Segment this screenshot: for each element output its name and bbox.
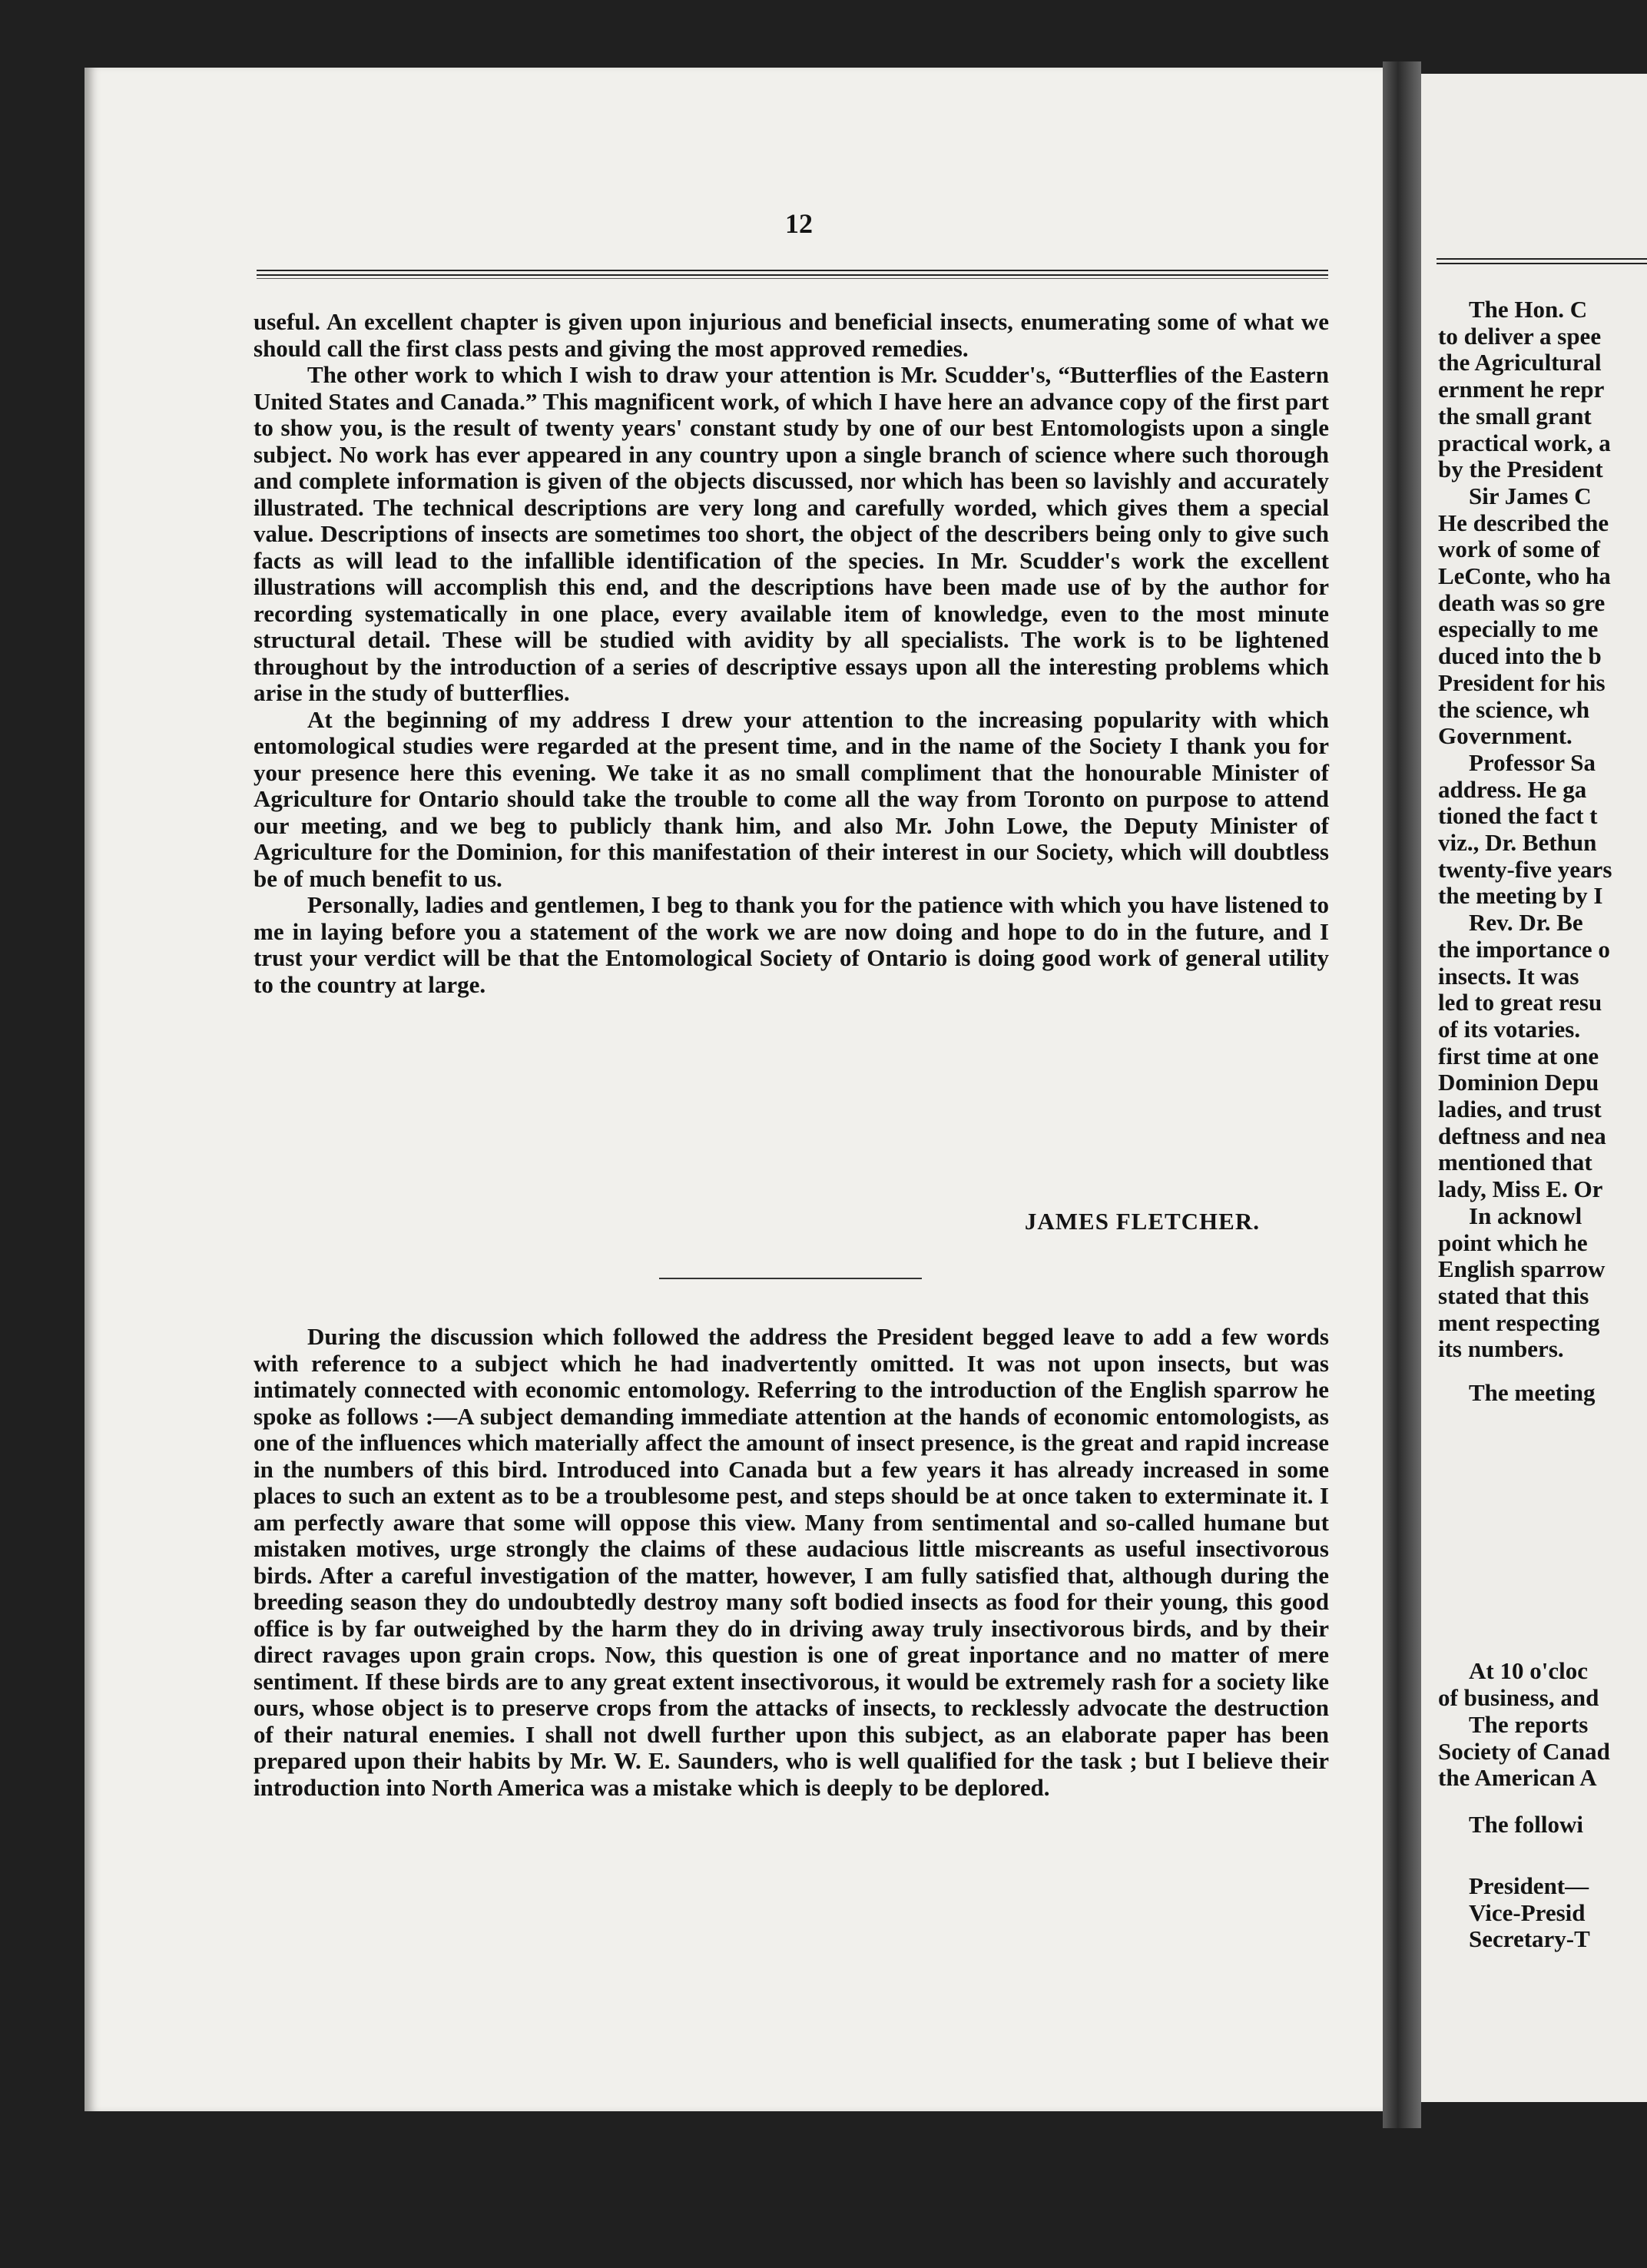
right-page-line: The followi (1469, 1811, 1583, 1838)
right-page-line: The reports (1469, 1711, 1589, 1738)
right-page-line: address. He ga (1438, 775, 1587, 803)
right-page-line: Sir James C (1469, 482, 1592, 509)
right-page-line: lady, Miss E. Or (1438, 1175, 1603, 1203)
right-page-line: deftness and nea (1438, 1122, 1606, 1149)
page-number: 12 (785, 208, 813, 239)
right-page-line: of its votaries. (1438, 1015, 1581, 1043)
right-page-line: ladies, and trust (1438, 1096, 1602, 1122)
right-page-line: English sparrow (1438, 1255, 1606, 1283)
right-page-line: its numbers. (1438, 1335, 1564, 1363)
right-page-line: Society of Canad (1438, 1737, 1610, 1765)
right-page-line: by the President (1438, 456, 1603, 483)
right-page-line: the meeting by I (1438, 882, 1603, 910)
address-text (254, 309, 1329, 998)
right-page-header-rule (1437, 258, 1647, 264)
right-page-line: The Hon. C (1469, 296, 1588, 323)
right-page-line: death was so gre (1438, 589, 1606, 616)
right-page-line: tioned the fact t (1438, 802, 1598, 830)
header-rule-thin (257, 278, 1328, 279)
right-page-line: twenty-five years (1438, 855, 1612, 883)
right-page-line: ment respecting (1438, 1308, 1600, 1336)
paragraph: The other work to which I wish to draw your attention is Mr. Scudder's, “Butterflies of the Eastern United States and Canada.” This magnificent work, of which I have here an advance copy of the first part to show you, is the result of twenty years' constant study by one of our best Entomologists upon a single subject. No work has ever appeared in any country upon a single branch of science where such thorough and complete information is given of the objects discussed, nor which has been so lavishly and accurately illustrated. The technical descriptions are very long and carefully worded, which gives them a special value. Descriptions of insects are sometimes too short, the object of the describers being only to give such facts as will lead to the infallible identification of the species. In Mr. Scudder's work the excellent illustrations will accomplish this end, and the descriptions have been made use of by the author for recording systematically in one place, every available item of knowledge, even to the most minute structural detail. These will be studied with avidity by all specialists. The work is to be lightened throughout by the introduction of a series of descriptive essays upon all the interesting problems which arise in the study of butterflies. (254, 361, 1329, 706)
right-page-line: the Agricultural (1438, 349, 1602, 376)
right-page-line: practical work, a (1438, 429, 1611, 456)
right-page-line: to deliver a spee (1438, 322, 1602, 350)
right-page-line: Government. (1438, 722, 1572, 750)
right-page-line: At 10 o'cloc (1469, 1657, 1588, 1684)
paragraph: During the discussion which followed the address the President begged leave to add a few words with reference to a subject which he had inadvertently omitted. It was not upon insects, but was intimately connected with economic entomology. Referring to the introduction of the English sparrow he spoke as follows :—A subject demanding immediate attention at the hands of economic entomologists, as one of the influences which materially affect the amount of insect presence, is the great and rapid increase in the numbers of this bird. Introduced into Canada but a few years it has already increased in some places to such an extent as to be a troublesome pest, and steps should be at once taken to exterminate it. I am perfectly aware that some will oppose this view. Many from sentimental and so-called humane but mistaken motives, urge strongly the claims of these audacious little miscreants as useful insectivorous birds. After a careful investigation of the matter, however, I am fully satisfied that, although during the breeding season they do undoubtedly destroy many soft bodied insects as food for their young, this good office is by far outweighed by the harm they do in driving away truly insectivorous birds, and by their direct ravages upon grain crops. Now, this question is one of great inportance and no matter of mere sentiment. If these birds are to any great extent insectivorous, it would be extremely rash for a society like ours, whose object is to preserve crops from the attacks of insects, to recklessly advocate the destruction of their natural enemies. I shall not dwell further upon this subject, as an elaborate paper has been prepared upon their habits by Mr. W. E. Saunders, who is well qualified for the task ; but I believe their introduction into North America was a mistake which is deeply to be deplored. (254, 1323, 1329, 1801)
right-page-line: The meeting (1469, 1379, 1596, 1406)
book-gutter (1383, 61, 1421, 2128)
right-page-line: President— (1469, 1872, 1589, 1899)
right-page-line: Rev. Dr. Be (1469, 909, 1583, 937)
paragraph: useful. An excellent chapter is given upon injurious and beneficial insects, enumerating some of what we should call the first class pests and giving the most approved remedies. (254, 308, 1329, 362)
right-page-line: ernment he repr (1438, 376, 1605, 403)
right-page-line: the science, wh (1438, 695, 1590, 723)
right-page-line: mentioned that (1438, 1149, 1592, 1176)
right-page-line: He described the (1438, 509, 1609, 536)
right-page-line: Dominion Depu (1438, 1069, 1599, 1096)
section-divider (659, 1278, 922, 1279)
right-page-line: especially to me (1438, 615, 1599, 643)
right-page-line: President for his (1438, 668, 1606, 696)
right-page-line: In acknowl (1469, 1202, 1582, 1229)
paragraph: At the beginning of my address I drew your attention to the increasing popularity with which entomological studies were regarded at the present time, and in the name of the Society I thank you for your presence here this evening. We take it as no small compliment that the honourable Minister of Agriculture for Ontario should take the trouble to come all the way from Toronto on purpose to attend our meeting, and we beg to publicly thank him, and also Mr. John Lowe, the Deputy Minister of Agriculture for the Dominion, for this manifestation of their interest in our Society, which will doubtless be of much benefit to us. (254, 705, 1329, 892)
right-page-line: viz., Dr. Bethun (1438, 829, 1597, 856)
right-page-line: point which he (1438, 1228, 1588, 1256)
right-page-line: Professor Sa (1469, 748, 1596, 776)
right-page-line: LeConte, who ha (1438, 562, 1611, 589)
right-page-line: of business, and (1438, 1683, 1599, 1711)
right-page-line: led to great resu (1438, 989, 1602, 1016)
right-page-line: Secretary-T (1469, 1925, 1590, 1953)
right-page-line: duced into the b (1438, 642, 1602, 670)
right-page-line: the American A (1438, 1764, 1597, 1792)
right-page-line: the importance o (1438, 935, 1610, 963)
right-page-line: first time at one (1438, 1042, 1599, 1069)
header-rule (257, 270, 1328, 276)
right-page (1421, 74, 1647, 2102)
signature: JAMES FLETCHER. (1024, 1208, 1260, 1235)
right-page-line: stated that this (1438, 1282, 1589, 1309)
right-page-line: Vice-Presid (1469, 1898, 1586, 1926)
discussion-text (254, 1324, 1329, 1801)
paragraph: Personally, ladies and gentlemen, I beg to thank you for the patience with which you have listened to me in laying before you a statement of the work we are now doing and hope to do in the future, and I trust your verdict will be that the Entomological Society of Ontario is doing good work of general utility to the country at large. (254, 891, 1329, 998)
right-page-line: work of some of (1438, 536, 1600, 563)
right-page-line: insects. It was (1438, 962, 1579, 990)
right-page-line: the small grant (1438, 402, 1592, 429)
